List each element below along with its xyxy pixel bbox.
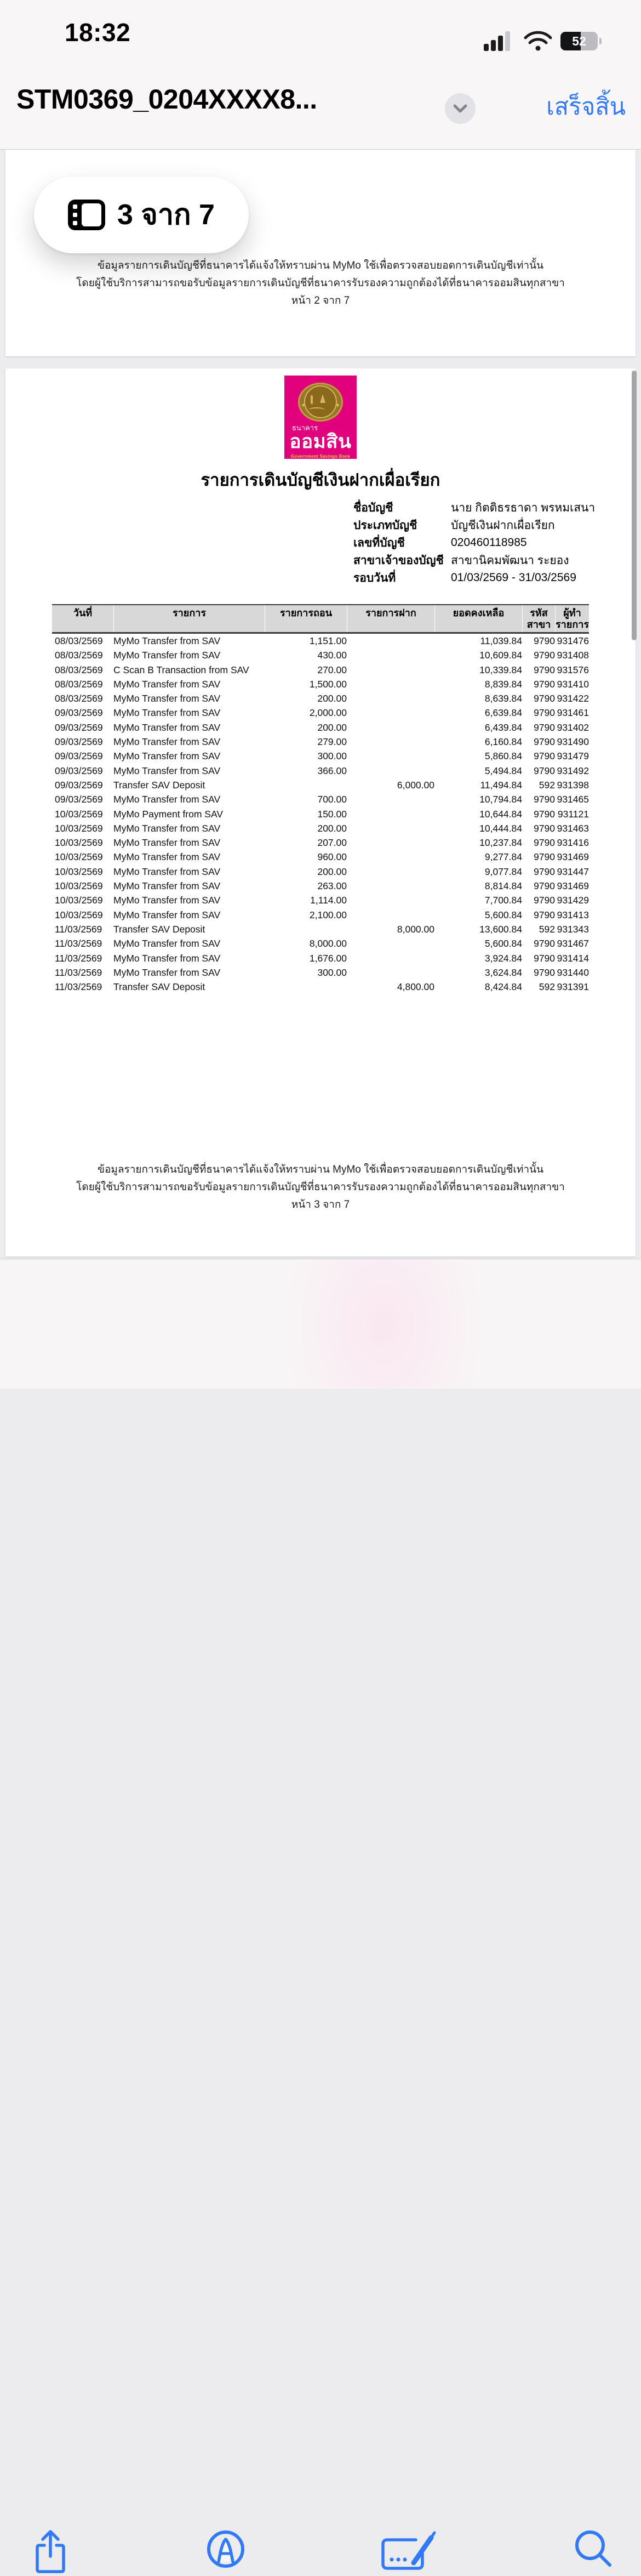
account-label: สาขาเจ้าของบัญชี: [353, 554, 444, 567]
table-cell: 9790: [534, 938, 555, 949]
table-cell: 9790: [534, 880, 555, 892]
account-label: ประเภทบัญชี: [353, 519, 417, 532]
signature-icon: [377, 2528, 441, 2576]
table-cell: 9790: [534, 895, 555, 906]
table-cell: 11/03/2569: [55, 923, 102, 935]
table-cell: 11/03/2569: [55, 938, 102, 949]
table-row: [52, 965, 589, 980]
table-cell: 09/03/2569: [55, 765, 103, 776]
table-header-cell: รายการถอน: [265, 605, 347, 632]
bank-name-thai-large: ออมสิน: [289, 431, 352, 453]
table-cell: 931465: [557, 794, 589, 805]
table-cell: MyMo Transfer from SAV: [113, 750, 221, 762]
account-value: 01/03/2569 - 31/03/2569: [451, 571, 576, 584]
table-cell: 09/03/2569: [55, 750, 103, 762]
table-cell: 931469: [557, 880, 589, 892]
account-info: [353, 499, 595, 587]
table-row: [52, 908, 589, 922]
status-time: 18:32: [65, 18, 131, 47]
table-cell: 700.00: [317, 794, 347, 805]
table-cell: MyMo Transfer from SAV: [113, 880, 221, 892]
table-cell: MyMo Transfer from SAV: [113, 851, 221, 863]
table-row: [52, 792, 589, 806]
table-cell: 9790: [534, 794, 555, 805]
title-menu-button[interactable]: [445, 93, 476, 124]
table-cell: 931413: [557, 909, 589, 920]
footer-line: ข้อมูลรายการเดินบัญชีที่ธนาคารได้แจ้งให้ทราบผ่าน MyMo ใช้เพื่อตรวจสอบยอดการเดินบัญชีเท่านั้น: [97, 1164, 544, 1175]
table-cell: 9790: [534, 822, 555, 834]
table-cell: 931447: [557, 866, 589, 877]
table-cell: 931490: [557, 736, 589, 748]
table-cell: 11/03/2569: [55, 981, 102, 993]
table-cell: 9790: [534, 678, 555, 690]
table-row: [52, 677, 589, 691]
table-header-cell: ผู้ทำ รายการ: [555, 605, 589, 632]
table-cell: 8,000.00: [309, 938, 347, 949]
table-cell: 8,639.84: [484, 693, 522, 704]
table-cell: 9790: [534, 952, 555, 964]
table-cell: 9790: [534, 808, 555, 820]
table-cell: 931429: [557, 895, 589, 906]
scrollbar-thumb[interactable]: [632, 371, 637, 640]
table-cell: 931576: [557, 664, 589, 675]
table-cell: 3,624.84: [484, 966, 522, 978]
table-cell: 931121: [557, 808, 589, 820]
table-cell: 10,237.84: [479, 837, 522, 849]
account-label: เลขที่บัญชี: [353, 536, 405, 549]
table-cell: 9790: [534, 736, 555, 748]
table-cell: 11,494.84: [480, 779, 522, 791]
account-label: รอบวันที่: [353, 571, 396, 584]
table-cell: 10,644.84: [479, 808, 522, 820]
table-row: [52, 749, 589, 763]
table-cell: 430.00: [317, 650, 347, 661]
table-row: [52, 807, 589, 821]
table-cell: C Scan B Transaction from SAV: [113, 664, 249, 675]
table-cell: 13,600.84: [479, 923, 522, 935]
table-cell: MyMo Transfer from SAV: [113, 693, 221, 704]
table-row: [52, 922, 589, 936]
bottom-toolbar: [0, 1259, 641, 1389]
account-label: ชื่อบัญชี: [353, 501, 393, 514]
markup-pen-icon: [204, 2528, 247, 2571]
statement-table: [52, 604, 589, 994]
table-cell: 931440: [557, 966, 589, 978]
table-cell: MyMo Transfer from SAV: [113, 635, 221, 646]
table-cell: 960.00: [317, 851, 347, 863]
table-cell: 10/03/2569: [55, 837, 103, 849]
bank-emblem-icon: ✦ ✦: [298, 383, 343, 422]
table-cell: 6,000.00: [397, 779, 434, 791]
table-cell: 7,700.84: [484, 895, 522, 906]
table-cell: 10/03/2569: [55, 909, 103, 920]
account-value: สาขานิคมพัฒนา ระยอง: [451, 554, 569, 567]
table-cell: 9790: [534, 837, 555, 849]
table-cell: 10/03/2569: [55, 822, 103, 834]
chevron-down-icon: [453, 104, 467, 113]
table-cell: 9790: [534, 707, 555, 719]
document-title: STM0369_0204XXXX8...: [16, 84, 317, 115]
table-row: [52, 850, 589, 864]
search-icon: [573, 2528, 614, 2569]
page-indicator-pill[interactable]: [34, 177, 249, 253]
page-number-line: หน้า 2 จาก 7: [291, 295, 350, 306]
table-cell: 9790: [534, 664, 555, 675]
table-header-cell: รหัส สาขา: [522, 605, 555, 632]
table-cell: 931398: [557, 779, 589, 791]
table-cell: 08/03/2569: [55, 693, 103, 704]
table-body: [52, 634, 589, 994]
battery-icon: [560, 32, 598, 50]
table-row: [52, 634, 589, 648]
share-icon: [31, 2528, 70, 2576]
table-cell: 10,339.84: [479, 664, 522, 675]
table-cell: 5,860.84: [484, 750, 522, 762]
table-cell: 09/03/2569: [55, 794, 103, 805]
pdf-page-3: [5, 368, 636, 1256]
table-cell: 931469: [557, 851, 589, 863]
table-row: [52, 951, 589, 965]
table-cell: 200.00: [317, 822, 347, 834]
table-cell: 10/03/2569: [55, 851, 103, 863]
table-cell: 09/03/2569: [55, 707, 103, 719]
table-cell: 150.00: [317, 808, 347, 820]
table-cell: 6,160.84: [484, 736, 522, 748]
table-cell: 592: [539, 923, 555, 935]
statement-title: รายการเดินบัญชีเงินฝากเผื่อเรียก: [201, 470, 440, 490]
table-cell: 931479: [557, 750, 589, 762]
table-cell: MyMo Transfer from SAV: [113, 736, 221, 748]
table-cell: 08/03/2569: [55, 664, 103, 675]
table-cell: 9790: [534, 650, 555, 661]
account-value: 020460118985: [451, 536, 527, 549]
table-header-cell: ยอดคงเหลือ: [434, 605, 522, 632]
table-row: [52, 821, 589, 835]
done-button[interactable]: เสร็จสิ้น: [546, 88, 626, 125]
table-cell: 931476: [557, 635, 589, 646]
table-header-cell: รายการฝาก: [347, 605, 434, 632]
table-cell: 931467: [557, 938, 589, 949]
table-row: [52, 893, 589, 907]
page3-footer: [5, 1163, 636, 1216]
table-cell: 200.00: [317, 866, 347, 877]
battery-cap: [599, 38, 602, 44]
footer-line: โดยผู้ใช้บริการสามารถขอรับข้อมูลรายการเดินบัญชีที่ธนาคารรับรองความถูกต้องได้ที่ธนาคารออมสินทุกสาขา: [76, 1181, 565, 1193]
table-cell: 931402: [557, 721, 589, 733]
table-cell: 5,494.84: [484, 765, 522, 776]
table-cell: 270.00: [317, 664, 347, 675]
bank-name-thai-small: ธนาคาร: [292, 423, 318, 432]
table-cell: MyMo Transfer from SAV: [113, 794, 221, 805]
search-button[interactable]: [573, 2528, 614, 2569]
bank-logo: [284, 376, 357, 459]
table-cell: 200.00: [317, 721, 347, 733]
table-cell: 931463: [557, 822, 589, 834]
table-cell: 931391: [557, 981, 589, 993]
wifi-icon: [523, 31, 553, 52]
table-cell: MyMo Payment from SAV: [113, 808, 224, 820]
cellular-signal-icon: [484, 31, 516, 51]
table-cell: 5,600.84: [484, 909, 522, 920]
table-cell: 08/03/2569: [55, 650, 103, 661]
table-cell: 931343: [557, 923, 589, 935]
account-value: นาย กิตติธรธาดา พรหมเสนา: [451, 501, 596, 514]
table-cell: 10/03/2569: [55, 895, 103, 906]
signature-button[interactable]: [377, 2528, 441, 2576]
table-cell: 931410: [557, 678, 589, 690]
table-cell: 10,794.84: [479, 794, 522, 805]
account-value: บัญชีเงินฝากเผื่อเรียก: [451, 519, 555, 532]
table-row: [52, 720, 589, 735]
table-cell: MyMo Transfer from SAV: [113, 909, 221, 920]
table-cell: 279.00: [317, 736, 347, 748]
table-cell: 08/03/2569: [55, 678, 103, 690]
table-cell: 366.00: [317, 765, 347, 776]
page-thumbnails-icon: [68, 200, 105, 230]
table-row: [52, 764, 589, 778]
top-bar: [0, 0, 641, 150]
table-cell: Transfer SAV Deposit: [113, 779, 205, 791]
table-cell: 11/03/2569: [55, 952, 102, 964]
table-cell: 9790: [534, 866, 555, 877]
table-cell: MyMo Transfer from SAV: [113, 650, 221, 661]
status-icons: [484, 31, 602, 52]
table-cell: MyMo Transfer from SAV: [113, 765, 221, 776]
table-cell: 5,600.84: [484, 938, 522, 949]
table-cell: 9,277.84: [484, 851, 522, 863]
table-cell: 10/03/2569: [55, 880, 103, 892]
bank-name-english: Government Savings Bank: [290, 453, 351, 459]
table-cell: MyMo Transfer from SAV: [113, 895, 221, 906]
table-cell: 9790: [534, 750, 555, 762]
table-cell: 9790: [534, 693, 555, 704]
table-cell: 09/03/2569: [55, 736, 103, 748]
share-button[interactable]: [31, 2528, 70, 2576]
table-cell: 10,609.84: [479, 650, 522, 661]
table-cell: MyMo Transfer from SAV: [113, 966, 221, 978]
table-cell: 3,924.84: [484, 952, 522, 964]
footer-line: ข้อมูลรายการเดินบัญชีที่ธนาคารได้แจ้งให้ทราบผ่าน MyMo ใช้เพื่อตรวจสอบยอดการเดินบัญชีเท่านั้น: [97, 260, 544, 271]
table-cell: 2,100.00: [309, 909, 347, 920]
table-cell: 9,077.84: [484, 866, 522, 877]
page2-footer: [5, 259, 636, 312]
table-row: [52, 735, 589, 749]
table-cell: MyMo Transfer from SAV: [113, 707, 221, 719]
page-number-line: หน้า 3 จาก 7: [291, 1199, 350, 1210]
table-row: [52, 648, 589, 662]
table-cell: 300.00: [317, 966, 347, 978]
table-cell: 4,800.00: [397, 981, 434, 993]
table-row: [52, 691, 589, 706]
table-cell: 200.00: [317, 693, 347, 704]
battery-percent: 52: [572, 33, 586, 48]
table-cell: 11/03/2569: [55, 966, 102, 978]
table-cell: Transfer SAV Deposit: [113, 923, 205, 935]
table-row: [52, 835, 589, 850]
table-cell: 207.00: [317, 837, 347, 849]
table-cell: 592: [539, 779, 555, 791]
table-cell: 1,500.00: [309, 678, 347, 690]
markup-button[interactable]: [204, 2528, 247, 2571]
table-cell: 592: [539, 981, 555, 993]
table-cell: 9790: [534, 966, 555, 978]
table-cell: 8,000.00: [397, 923, 434, 935]
table-cell: MyMo Transfer from SAV: [113, 721, 221, 733]
table-cell: 1,676.00: [309, 952, 347, 964]
table-cell: MyMo Transfer from SAV: [113, 837, 221, 849]
table-cell: MyMo Transfer from SAV: [113, 938, 221, 949]
table-row: [52, 706, 589, 720]
page-indicator-label: 3 จาก 7: [117, 199, 215, 231]
table-cell: 10/03/2569: [55, 866, 103, 877]
table-cell: 6,439.84: [484, 721, 522, 733]
account-row: [353, 499, 595, 516]
table-row: [52, 879, 589, 893]
table-cell: 6,639.84: [484, 707, 522, 719]
table-cell: MyMo Transfer from SAV: [113, 952, 221, 964]
table-row: [52, 663, 589, 677]
table-cell: 9790: [534, 851, 555, 863]
table-row: [52, 980, 589, 994]
table-cell: 10/03/2569: [55, 808, 103, 820]
table-cell: 1,151.00: [309, 635, 347, 646]
table-cell: 9790: [534, 721, 555, 733]
table-cell: 09/03/2569: [55, 779, 103, 791]
table-cell: 931416: [557, 837, 589, 849]
table-cell: 263.00: [317, 880, 347, 892]
table-cell: 8,424.84: [484, 981, 522, 993]
table-cell: 931492: [557, 765, 589, 776]
table-cell: 2,000.00: [309, 707, 347, 719]
table-cell: 300.00: [317, 750, 347, 762]
table-cell: 10,444.84: [479, 822, 522, 834]
table-row: [52, 936, 589, 951]
table-cell: 8,839.84: [484, 678, 522, 690]
table-header-cell: รายการ: [113, 605, 265, 632]
table-cell: 931414: [557, 952, 589, 964]
table-row: [52, 778, 589, 792]
table-cell: 9790: [534, 765, 555, 776]
table-cell: MyMo Transfer from SAV: [113, 822, 221, 834]
table-cell: 1,114.00: [310, 895, 347, 906]
table-cell: 9790: [534, 909, 555, 920]
table-header-cell: วันที่: [73, 607, 93, 618]
account-row: [353, 516, 595, 534]
table-cell: 09/03/2569: [55, 721, 103, 733]
table-cell: 9790: [534, 635, 555, 646]
account-row: [353, 534, 595, 551]
table-cell: 11,039.84: [480, 635, 522, 646]
footer-line: โดยผู้ใช้บริการสามารถขอรับข้อมูลรายการเดินบัญชีที่ธนาคารรับรองความถูกต้องได้ที่ธนาคารออมสินทุกสาขา: [76, 277, 565, 289]
table-cell: 08/03/2569: [55, 635, 103, 646]
account-row: [353, 569, 595, 587]
table-cell: MyMo Transfer from SAV: [113, 866, 221, 877]
account-row: [353, 551, 595, 569]
table-cell: MyMo Transfer from SAV: [113, 678, 221, 690]
table-cell: Transfer SAV Deposit: [113, 981, 205, 993]
table-cell: 931422: [557, 693, 589, 704]
table-row: [52, 865, 589, 879]
table-header-row: [52, 604, 589, 634]
table-cell: 931408: [557, 650, 589, 661]
table-cell: 8,814.84: [484, 880, 522, 892]
table-cell: 931461: [557, 707, 589, 719]
